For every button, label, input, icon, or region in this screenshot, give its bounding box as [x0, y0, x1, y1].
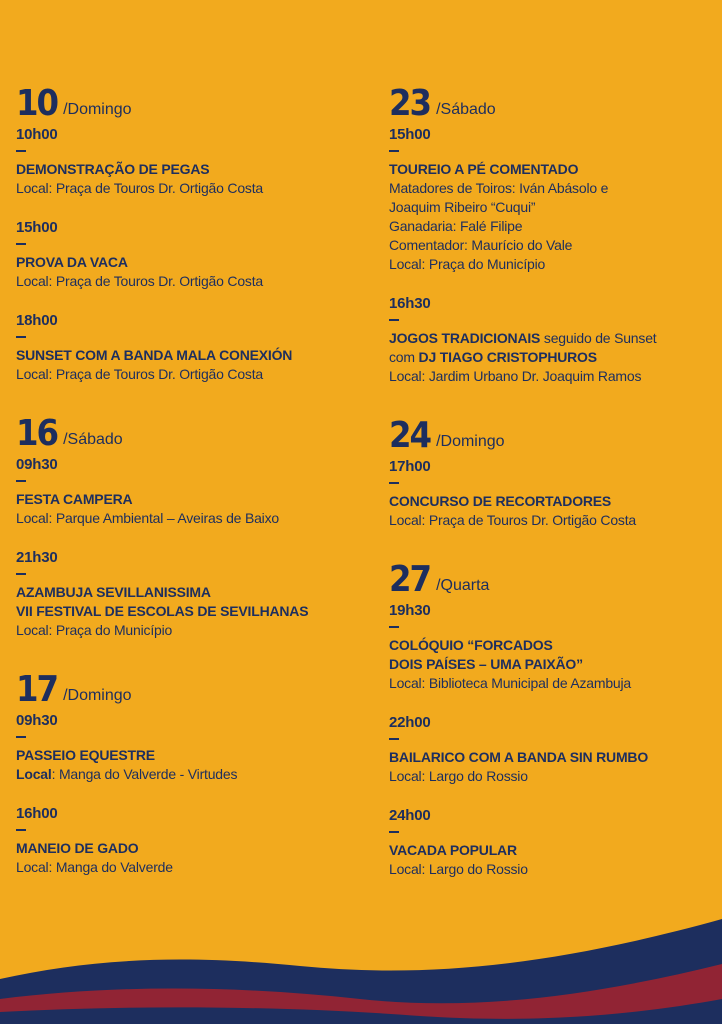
event-time: 09h30 — [16, 456, 58, 473]
event-title: COLÓQUIO “FORCADOS — [389, 637, 553, 653]
day-name: /Domingo — [63, 101, 132, 118]
event-item — [16, 712, 356, 784]
event-time: 21h30 — [16, 549, 58, 566]
event-item — [16, 312, 356, 384]
event-title: DOIS PAÍSES – UMA PAIXÃO” — [389, 656, 583, 672]
day-spacer — [389, 530, 722, 560]
event-title: VII FESTIVAL DE ESCOLAS DE SEVILHANAS — [16, 603, 309, 619]
event-title: TOUREIO A PÉ COMENTADO — [389, 161, 579, 177]
event-detail: Local: Praça de Touros Dr. Ortigão Costa — [16, 180, 263, 196]
event-item — [389, 602, 722, 693]
event-detail: Local: Praça do Município — [389, 256, 546, 272]
day-block — [16, 670, 356, 877]
event-detail: Local: Parque Ambiental – Aveiras de Baixo — [16, 510, 279, 526]
event-detail: Local: Praça do Município — [16, 622, 173, 638]
event-title: PROVA DA VACA — [16, 254, 128, 270]
day-spacer — [16, 640, 356, 670]
event-item — [389, 295, 722, 386]
day-number: 10 — [16, 83, 58, 124]
day-heading — [389, 84, 722, 122]
event-time: 15h00 — [16, 219, 58, 236]
event-title: VACADA POPULAR — [389, 842, 517, 858]
event-time: 24h00 — [389, 807, 431, 824]
day-name: /Sábado — [63, 431, 123, 448]
day-number: 23 — [389, 83, 431, 124]
event-spacer — [389, 786, 722, 803]
event-location — [16, 765, 356, 784]
event-detail: Matadores de Toiros: Iván Abásolo e — [389, 180, 609, 196]
day-spacer — [16, 384, 356, 414]
event-detail: Local: Praça de Touros Dr. Ortigão Costa — [16, 273, 263, 289]
event-dash — [389, 150, 399, 152]
day-number: 24 — [389, 415, 431, 456]
event-time: 19h30 — [389, 602, 431, 619]
event-dash — [16, 150, 26, 152]
event-detail: Local: Praça de Touros Dr. Ortigão Costa — [389, 512, 636, 528]
schedule-left-column — [16, 84, 356, 877]
event-item — [389, 714, 722, 786]
location-label: Local — [16, 766, 52, 782]
event-mixed-line — [389, 329, 722, 348]
day-block — [389, 416, 722, 530]
event-dash — [389, 319, 399, 321]
event-text: com — [389, 349, 419, 365]
event-text: seguido de Sunset — [540, 330, 657, 346]
day-number: 27 — [389, 559, 431, 600]
event-time: 17h00 — [389, 458, 431, 475]
event-time: 16h00 — [16, 805, 58, 822]
event-title: AZAMBUJA SEVILLANISSIMA — [16, 584, 211, 600]
event-title: FESTA CAMPERA — [16, 491, 133, 507]
event-dash — [16, 573, 26, 575]
event-spacer — [16, 784, 356, 801]
event-title: CONCURSO DE RECORTADORES — [389, 493, 612, 509]
event-spacer — [16, 528, 356, 545]
event-mixed-line — [389, 348, 722, 367]
event-dash — [16, 480, 26, 482]
day-name: /Domingo — [436, 433, 505, 450]
day-name: /Domingo — [63, 687, 132, 704]
day-heading — [16, 670, 356, 708]
event-item — [389, 458, 722, 530]
event-title: MANEIO DE GADO — [16, 840, 139, 856]
event-time: 10h00 — [16, 126, 58, 143]
event-dash — [16, 336, 26, 338]
event-dash — [389, 482, 399, 484]
event-detail: Local: Biblioteca Municipal de Azambuja — [389, 675, 632, 691]
event-time: 09h30 — [16, 712, 58, 729]
event-dash — [389, 738, 399, 740]
event-dash — [16, 736, 26, 738]
day-name: /Sábado — [436, 101, 496, 118]
event-dash — [389, 626, 399, 628]
event-detail: Comentador: Maurício do Vale — [389, 237, 573, 253]
day-block — [389, 84, 722, 386]
event-item — [16, 456, 356, 528]
event-title: DEMONSTRAÇÃO DE PEGAS — [16, 161, 210, 177]
event-spacer — [389, 693, 722, 710]
event-time: 18h00 — [16, 312, 58, 329]
day-spacer — [389, 386, 722, 416]
event-item — [16, 219, 356, 291]
event-title-bold: JOGOS TRADICIONAIS — [389, 330, 541, 346]
event-spacer — [389, 274, 722, 291]
event-dash — [16, 829, 26, 831]
event-spacer — [16, 291, 356, 308]
event-item — [16, 126, 356, 198]
decorative-wave — [0, 904, 722, 1024]
day-heading — [389, 560, 722, 598]
event-spacer — [16, 198, 356, 215]
event-dash — [389, 831, 399, 833]
day-number: 16 — [16, 413, 58, 454]
day-block — [389, 560, 722, 879]
event-time: 22h00 — [389, 714, 431, 731]
location-value: : Manga do Valverde - Virtudes — [51, 766, 238, 782]
event-detail: Local: Praça de Touros Dr. Ortigão Costa — [16, 366, 263, 382]
event-detail: Local: Jardim Urbano Dr. Joaquim Ramos — [389, 368, 642, 384]
day-block — [16, 84, 356, 384]
event-detail: Local: Manga do Valverde — [16, 859, 173, 875]
event-dj-name: DJ TIAGO CRISTOPHUROS — [418, 349, 597, 365]
schedule-right-column — [389, 84, 722, 879]
event-dash — [16, 243, 26, 245]
event-time: 15h00 — [389, 126, 431, 143]
day-heading — [16, 84, 356, 122]
event-item — [389, 126, 722, 274]
event-title: SUNSET COM A BANDA MALA CONEXIÓN — [16, 347, 293, 363]
event-item — [16, 549, 356, 640]
event-detail: Joaquim Ribeiro “Cuqui” — [389, 199, 536, 215]
event-time: 16h30 — [389, 295, 431, 312]
event-detail: Local: Largo do Rossio — [389, 768, 528, 784]
event-item — [389, 807, 722, 879]
day-heading — [389, 416, 722, 454]
event-title: BAILARICO COM A BANDA SIN RUMBO — [389, 749, 649, 765]
day-heading — [16, 414, 356, 452]
day-block — [16, 414, 356, 640]
day-number: 17 — [16, 669, 58, 710]
day-name: /Quarta — [436, 577, 490, 594]
event-detail: Local: Largo do Rossio — [389, 861, 528, 877]
event-item — [16, 805, 356, 877]
event-title: PASSEIO EQUESTRE — [16, 747, 155, 763]
event-detail: Ganadaria: Falé Filipe — [389, 218, 523, 234]
